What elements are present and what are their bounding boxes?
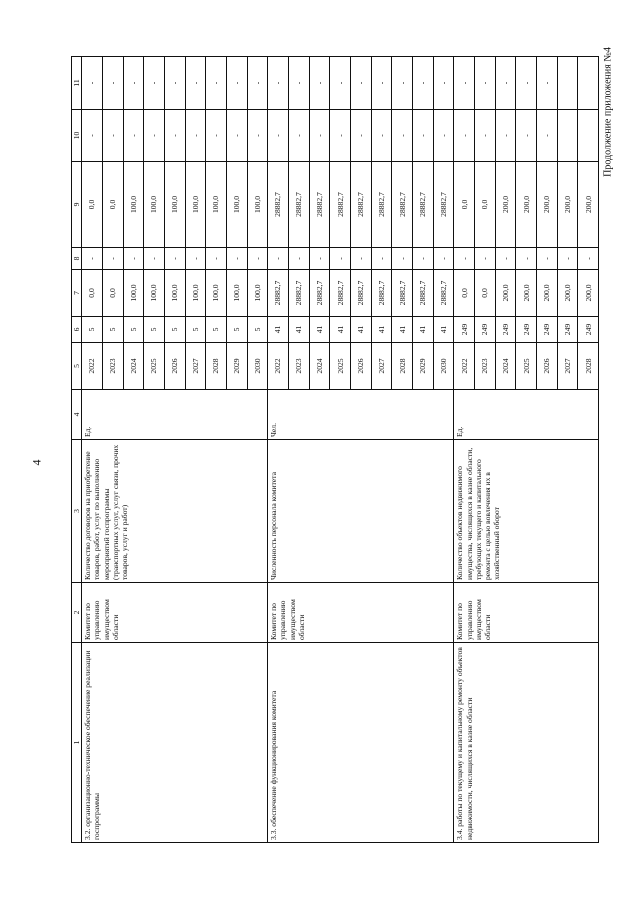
local-cell: -: [350, 110, 371, 162]
column-number-2: 2: [72, 583, 82, 643]
total-cell: 200,0: [516, 270, 537, 317]
quantity-cell: 249: [578, 317, 599, 343]
quantity-cell: 249: [474, 317, 495, 343]
column-number-4: 4: [72, 390, 82, 440]
regional-cell: 28882,7: [309, 162, 330, 248]
year-cell: 2026: [536, 343, 557, 390]
total-cell: 28882,7: [412, 270, 433, 317]
quantity-cell: 249: [516, 317, 537, 343]
other-cell: -: [164, 57, 185, 110]
column-number-1: 1: [72, 643, 82, 843]
quantity-cell: 5: [164, 317, 185, 343]
year-cell: 2025: [144, 343, 165, 390]
unit-cell: Ед.: [82, 390, 268, 440]
federal-cell: -: [433, 248, 454, 270]
total-cell: 28882,7: [288, 270, 309, 317]
federal-cell: -: [82, 248, 103, 270]
total-cell: 28882,7: [330, 270, 351, 317]
year-cell: 2027: [557, 343, 578, 390]
regional-cell: 28882,7: [288, 162, 309, 248]
year-cell: 2024: [495, 343, 516, 390]
year-cell: 2023: [474, 343, 495, 390]
regional-cell: 100,0: [185, 162, 206, 248]
local-cell: -: [516, 110, 537, 162]
year-cell: 2029: [226, 343, 247, 390]
year-cell: 2024: [123, 343, 144, 390]
column-number-5: 5: [72, 343, 82, 390]
regional-cell: 28882,7: [371, 162, 392, 248]
unit-cell: Чел.: [268, 390, 454, 440]
column-number-10: 10: [72, 110, 82, 162]
total-cell: 0,0: [454, 270, 475, 317]
executor-cell: Комитет по управлению имуществом области: [82, 583, 268, 643]
year-cell: 2027: [371, 343, 392, 390]
regional-cell: 0,0: [82, 162, 103, 248]
table-row: [268, 57, 289, 843]
indicator-cell: Количество объектов недвижимого имущества, числящихся в казне области, требующих текущего и капитального ремонта с целью вовлечения их в хозяйственный оборот: [454, 440, 599, 583]
unit-cell: Ед.: [454, 390, 599, 440]
total-cell: 200,0: [578, 270, 599, 317]
local-cell: -: [226, 110, 247, 162]
quantity-cell: 41: [371, 317, 392, 343]
federal-cell: -: [123, 248, 144, 270]
other-cell: -: [288, 57, 309, 110]
quantity-cell: 41: [330, 317, 351, 343]
page-number: 4: [29, 459, 44, 466]
quantity-cell: 41: [350, 317, 371, 343]
total-cell: 200,0: [495, 270, 516, 317]
year-cell: 2028: [206, 343, 227, 390]
local-cell: -: [102, 110, 123, 162]
other-cell: -: [392, 57, 413, 110]
total-cell: 0,0: [102, 270, 123, 317]
year-cell: 2028: [578, 343, 599, 390]
event-cell: 3.3. обеспечение функционирования комитета: [268, 643, 454, 843]
local-cell: -: [247, 110, 268, 162]
other-cell: [557, 57, 578, 110]
other-cell: -: [102, 57, 123, 110]
local-cell: -: [474, 110, 495, 162]
quantity-cell: 5: [206, 317, 227, 343]
other-cell: [578, 57, 599, 110]
event-cell: 3.4. работы по текущему и капитальному ремонту объектов недвижимости, числящихся в казне области: [454, 643, 599, 843]
year-cell: 2024: [309, 343, 330, 390]
program-indicators-table: [71, 56, 599, 843]
year-cell: 2025: [516, 343, 537, 390]
regional-cell: 100,0: [144, 162, 165, 248]
column-number-9: 9: [72, 162, 82, 248]
federal-cell: -: [185, 248, 206, 270]
federal-cell: -: [536, 248, 557, 270]
quantity-cell: 5: [123, 317, 144, 343]
column-number-3: 3: [72, 440, 82, 583]
total-cell: 28882,7: [371, 270, 392, 317]
local-cell: -: [454, 110, 475, 162]
quantity-cell: 41: [288, 317, 309, 343]
year-cell: 2023: [288, 343, 309, 390]
executor-cell: Комитет по управлению имуществом области: [268, 583, 454, 643]
total-cell: 200,0: [557, 270, 578, 317]
quantity-cell: 5: [102, 317, 123, 343]
federal-cell: -: [392, 248, 413, 270]
regional-cell: 200,0: [578, 162, 599, 248]
total-cell: 100,0: [185, 270, 206, 317]
year-cell: 2026: [350, 343, 371, 390]
year-cell: 2025: [330, 343, 351, 390]
federal-cell: -: [102, 248, 123, 270]
other-cell: -: [474, 57, 495, 110]
total-cell: 0,0: [82, 270, 103, 317]
regional-cell: 28882,7: [350, 162, 371, 248]
federal-cell: -: [371, 248, 392, 270]
other-cell: -: [82, 57, 103, 110]
quantity-cell: 249: [454, 317, 475, 343]
regional-cell: 28882,7: [412, 162, 433, 248]
other-cell: -: [247, 57, 268, 110]
other-cell: -: [454, 57, 475, 110]
local-cell: -: [433, 110, 454, 162]
federal-cell: -: [309, 248, 330, 270]
other-cell: -: [371, 57, 392, 110]
table-row: [82, 57, 103, 843]
regional-cell: 0,0: [474, 162, 495, 248]
other-cell: -: [206, 57, 227, 110]
other-cell: -: [495, 57, 516, 110]
quantity-cell: 249: [495, 317, 516, 343]
year-cell: 2022: [268, 343, 289, 390]
other-cell: -: [536, 57, 557, 110]
other-cell: -: [330, 57, 351, 110]
table-body: [82, 57, 599, 843]
regional-cell: 28882,7: [330, 162, 351, 248]
federal-cell: -: [578, 248, 599, 270]
federal-cell: -: [144, 248, 165, 270]
year-cell: 2026: [164, 343, 185, 390]
regional-cell: 200,0: [516, 162, 537, 248]
regional-cell: 28882,7: [392, 162, 413, 248]
federal-cell: -: [474, 248, 495, 270]
local-cell: -: [392, 110, 413, 162]
regional-cell: 100,0: [206, 162, 227, 248]
local-cell: -: [412, 110, 433, 162]
quantity-cell: 5: [226, 317, 247, 343]
regional-cell: 28882,7: [268, 162, 289, 248]
quantity-cell: 41: [268, 317, 289, 343]
total-cell: 100,0: [226, 270, 247, 317]
local-cell: -: [330, 110, 351, 162]
local-cell: -: [185, 110, 206, 162]
federal-cell: -: [350, 248, 371, 270]
federal-cell: -: [495, 248, 516, 270]
year-cell: 2027: [185, 343, 206, 390]
column-number-11: 11: [72, 57, 82, 110]
regional-cell: 100,0: [247, 162, 268, 248]
indicator-cell: Численность персонала комитета: [268, 440, 454, 583]
local-cell: -: [495, 110, 516, 162]
other-cell: -: [516, 57, 537, 110]
table-row: [454, 57, 475, 843]
other-cell: -: [350, 57, 371, 110]
federal-cell: -: [557, 248, 578, 270]
quantity-cell: 249: [557, 317, 578, 343]
continuation-caption: Продолжение приложения №4: [602, 47, 614, 177]
total-cell: 200,0: [536, 270, 557, 317]
other-cell: -: [412, 57, 433, 110]
local-cell: -: [309, 110, 330, 162]
other-cell: -: [433, 57, 454, 110]
local-cell: -: [164, 110, 185, 162]
total-cell: 100,0: [247, 270, 268, 317]
quantity-cell: 41: [433, 317, 454, 343]
total-cell: 28882,7: [433, 270, 454, 317]
local-cell: -: [268, 110, 289, 162]
quantity-cell: 41: [309, 317, 330, 343]
local-cell: -: [123, 110, 144, 162]
regional-cell: 28882,7: [433, 162, 454, 248]
year-cell: 2023: [102, 343, 123, 390]
federal-cell: -: [226, 248, 247, 270]
federal-cell: -: [206, 248, 227, 270]
year-cell: 2030: [247, 343, 268, 390]
event-cell: 3.2. организационно-техническое обеспечение реализации госпрограммы: [82, 643, 268, 843]
year-cell: 2029: [412, 343, 433, 390]
regional-cell: 0,0: [454, 162, 475, 248]
column-number-8: 8: [72, 248, 82, 270]
year-cell: 2028: [392, 343, 413, 390]
regional-cell: 100,0: [164, 162, 185, 248]
total-cell: 0,0: [474, 270, 495, 317]
total-cell: 100,0: [164, 270, 185, 317]
total-cell: 28882,7: [350, 270, 371, 317]
total-cell: 100,0: [206, 270, 227, 317]
local-cell: -: [206, 110, 227, 162]
local-cell: -: [536, 110, 557, 162]
local-cell: -: [82, 110, 103, 162]
other-cell: -: [144, 57, 165, 110]
year-cell: 2030: [433, 343, 454, 390]
federal-cell: -: [164, 248, 185, 270]
column-number-7: 7: [72, 270, 82, 317]
local-cell: -: [371, 110, 392, 162]
quantity-cell: 41: [392, 317, 413, 343]
year-cell: 2022: [82, 343, 103, 390]
regional-cell: 200,0: [557, 162, 578, 248]
total-cell: 28882,7: [268, 270, 289, 317]
local-cell: -: [144, 110, 165, 162]
other-cell: -: [309, 57, 330, 110]
total-cell: 100,0: [144, 270, 165, 317]
other-cell: -: [226, 57, 247, 110]
local-cell: [578, 110, 599, 162]
federal-cell: -: [268, 248, 289, 270]
other-cell: -: [185, 57, 206, 110]
federal-cell: -: [330, 248, 351, 270]
column-number-6: 6: [72, 317, 82, 343]
local-cell: [557, 110, 578, 162]
year-cell: 2022: [454, 343, 475, 390]
other-cell: -: [268, 57, 289, 110]
federal-cell: -: [516, 248, 537, 270]
regional-cell: 200,0: [495, 162, 516, 248]
local-cell: -: [288, 110, 309, 162]
total-cell: 28882,7: [309, 270, 330, 317]
column-number-row: [72, 57, 82, 843]
regional-cell: 0,0: [102, 162, 123, 248]
indicator-cell: Количество договоров на приобретение товаров, работ, услуг по выполнению мероприятий госпрограммы (транспортных услуг, услуг связи, прочих товаров, услуг и работ): [82, 440, 268, 583]
executor-cell: Комитет по управлению имуществом области: [454, 583, 599, 643]
other-cell: -: [123, 57, 144, 110]
quantity-cell: 5: [82, 317, 103, 343]
regional-cell: 100,0: [226, 162, 247, 248]
total-cell: 100,0: [123, 270, 144, 317]
federal-cell: -: [288, 248, 309, 270]
quantity-cell: 5: [247, 317, 268, 343]
quantity-cell: 249: [536, 317, 557, 343]
total-cell: 28882,7: [392, 270, 413, 317]
quantity-cell: 5: [185, 317, 206, 343]
federal-cell: -: [412, 248, 433, 270]
regional-cell: 100,0: [123, 162, 144, 248]
quantity-cell: 5: [144, 317, 165, 343]
federal-cell: -: [247, 248, 268, 270]
regional-cell: 200,0: [536, 162, 557, 248]
quantity-cell: 41: [412, 317, 433, 343]
rotated-table-container: [71, 57, 599, 843]
federal-cell: -: [454, 248, 475, 270]
